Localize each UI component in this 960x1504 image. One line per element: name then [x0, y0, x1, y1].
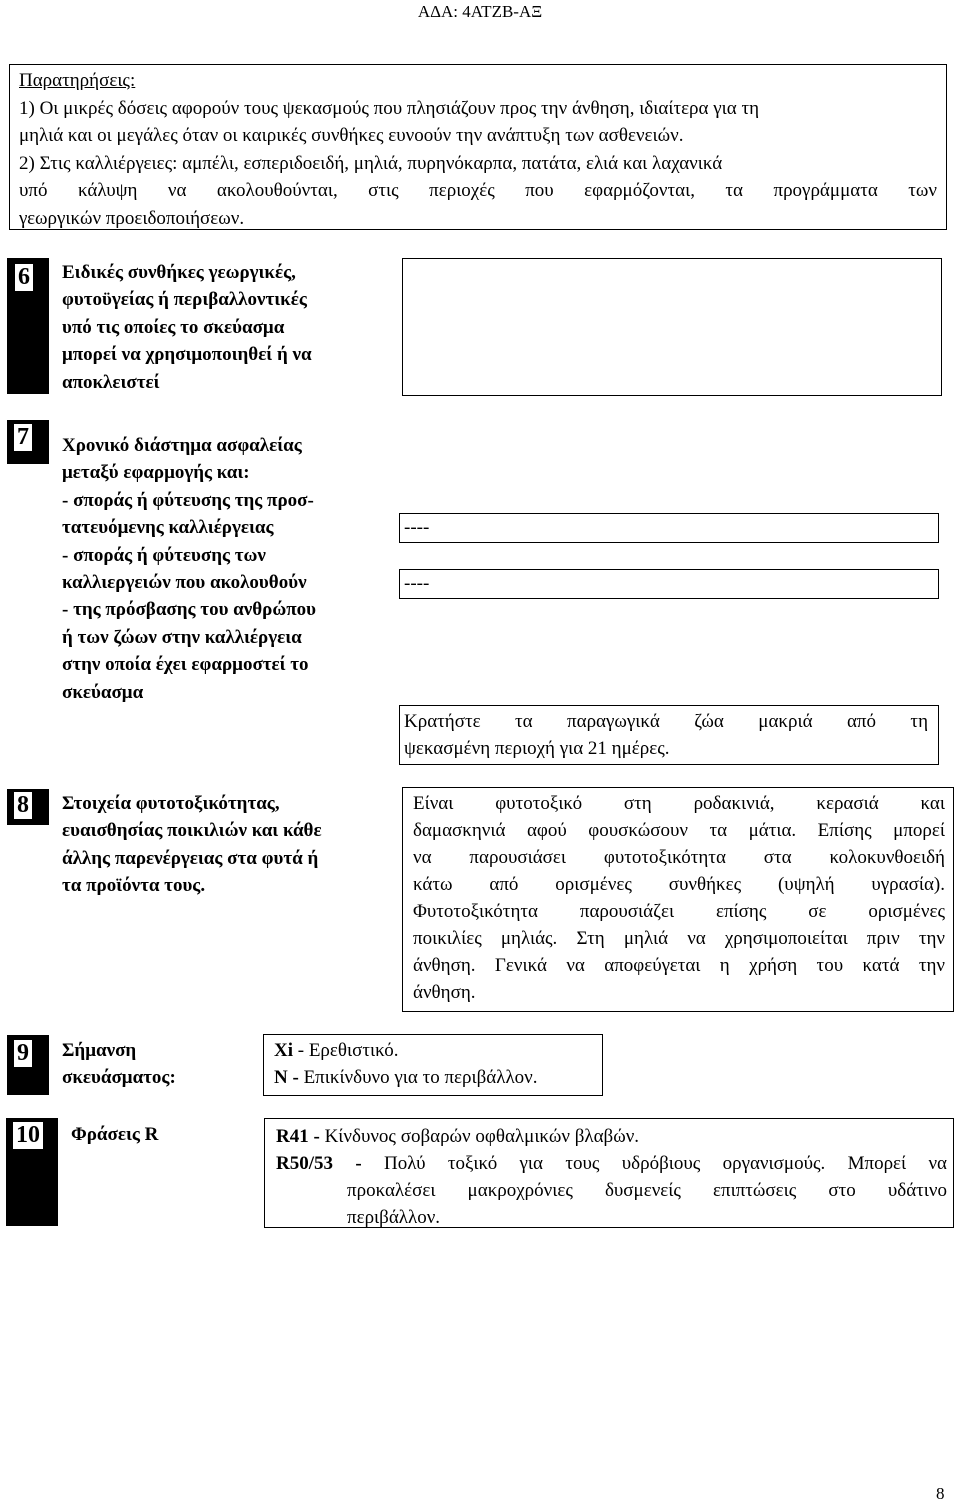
notes-line: γεωργικών προειδοποιήσεων.: [19, 207, 245, 229]
section-6-label-line: υπό τις οποίες το σκεύασμα: [62, 316, 285, 338]
section-8-number-box: [7, 789, 49, 825]
section-6-number-box: [7, 258, 49, 394]
section-9-label-line: σκευάσματος:: [62, 1067, 176, 1089]
section-8-value-line: ποικιλίες μηλιάς. Στη μηλιά να χρησιμοποιείται πριν την: [413, 928, 945, 949]
section-10-value-box: [264, 1118, 954, 1228]
section-7-access-value-box: [399, 705, 939, 765]
r50-line: [276, 1150, 947, 1177]
section-9-value-box: [263, 1034, 603, 1096]
section-7-following-value-box: [399, 569, 939, 599]
section-7-label-line: - της πρόσβασης του ανθρώπου: [62, 599, 317, 621]
section-7-label-line: - σποράς ή φύτευσης των: [62, 544, 266, 566]
section-6-value-box: [402, 258, 942, 396]
r50-line: περιβάλλον.: [347, 1207, 441, 1228]
section-9-n-line: [274, 1064, 592, 1091]
ada-header: ΑΔΑ: 4ΑΤΖΒ-ΑΞ: [417, 2, 543, 21]
notes-line: 2) Στις καλλιέργειες: αμπέλι, εσπεριδοειδή, μηλιά, πυρηνόκαρπα, πατάτα, ελιά και λαχανικά: [19, 152, 723, 174]
section-8-value-box: [402, 787, 954, 1012]
notes-line: υπό κάλυψη να ακολουθούνται, στις περιοχές που εφαρμόζονται, τα προγράμματα των: [19, 180, 937, 202]
section-8-label: [62, 790, 392, 900]
section-9-label-line: Σήμανση: [62, 1040, 137, 1061]
notes-line: μηλιά και οι μεγάλες όταν οι καιρικές συνθήκες ευνοούν την ανάπτυξη των ασθενειών.: [19, 125, 684, 147]
section-7-crop-value: ----: [404, 517, 430, 538]
section-7-label-line: ή των ζώων στην καλλιέργεια: [62, 626, 302, 648]
section-8-label-line: Στοιχεία φυτοτοξικότητας,: [62, 793, 280, 814]
r50-line: προκαλέσει μακροχρόνιες δυσμενείς επιπτώσεις στο υδάτινο: [347, 1180, 947, 1201]
section-6-label-line: αποκλειστεί: [62, 371, 160, 393]
notes-line: 1) Οι μικρές δόσεις αφορούν τους ψεκασμούς που πλησιάζουν προς την άνθηση, ιδιαίτερα για τη: [19, 97, 760, 119]
section-9-number-box: [7, 1035, 49, 1095]
notes-box: [9, 64, 947, 230]
section-8-label-line: άλλης παρενέργειας στα φυτά ή: [62, 847, 319, 869]
section-7-number: 7: [14, 424, 32, 451]
section-7-label: [62, 432, 382, 706]
section-10-label: Φράσεις R: [71, 1124, 159, 1145]
r50-code: R50/53 -: [276, 1153, 362, 1174]
r50-text: Πολύ τοξικό για τους υδρόβιους οργανισμούς. Μπορεί να: [361, 1153, 948, 1174]
section-7-access-line: ψεκασμένη περιοχή για 21 ημέρες.: [404, 738, 670, 759]
section-9-number: 9: [14, 1040, 32, 1067]
section-7-following-value: ----: [404, 573, 430, 594]
section-7-label-line: σκεύασμα: [62, 681, 144, 703]
section-9-xi-line: [274, 1037, 592, 1064]
section-8-number: 8: [14, 792, 32, 819]
n-code: N -: [274, 1067, 299, 1088]
xi-text: - Ερεθιστικό.: [293, 1040, 399, 1061]
section-7-label-line: - σποράς ή φύτευσης της προσ-: [62, 489, 314, 511]
notes-title: Παρατηρήσεις:: [19, 70, 136, 91]
section-7-label-line: τατευόμενης καλλιέργειας: [62, 517, 274, 539]
r41-code: R41 -: [276, 1126, 320, 1147]
section-6-label-line: Ειδικές συνθήκες γεωργικές,: [62, 262, 296, 283]
section-8-value-line: να παρουσιάσει φυτοτοξικότητα στα κολοκυνθοειδή: [413, 847, 945, 868]
section-7-number-box: [7, 420, 49, 464]
section-8-value-line: Φυτοτοξικότητα παρουσιάζει επίσης σε ορισμένες: [413, 901, 945, 922]
section-8-value-line: δαμασκηνιά αφού φουσκώσουν τα μάτια. Επίσης μπορεί: [413, 820, 945, 841]
section-7-label-line: καλλιεργειών που ακολουθούν: [62, 572, 307, 594]
section-8-label-line: τα προϊόντα τους.: [62, 875, 206, 897]
section-8-value-line: Είναι φυτοτοξικό στη ροδακινιά, κερασιά και: [413, 793, 945, 814]
section-6-label-line: φυτοϋγείας ή περιβαλλοντικές: [62, 289, 307, 311]
section-8-value-line: κάτω από ορισμένες συνθήκες (υψηλή υγρασία).: [413, 874, 945, 895]
section-10-number: 10: [13, 1122, 43, 1149]
section-8-label-line: ευαισθησίας ποικιλιών και κάθε: [62, 820, 322, 842]
section-7-label-line: μεταξύ εφαρμογής και:: [62, 462, 250, 484]
section-7-label-line: στην οποία έχει εφαρμοστεί το: [62, 654, 309, 676]
r41-line: [276, 1123, 947, 1150]
xi-code: Xi: [274, 1040, 293, 1061]
section-9-label: [62, 1037, 262, 1092]
section-6-label-line: μπορεί να χρησιμοποιηθεί ή να: [62, 344, 312, 366]
section-8-value-line: άνθηση. Γενικά να αποφεύγεται η χρήση του κατά την: [413, 955, 945, 976]
r41-text: Κίνδυνος σοβαρών οφθαλμικών βλαβών.: [319, 1126, 640, 1147]
n-text: Επικίνδυνο για το περιβάλλον.: [298, 1067, 538, 1088]
section-8-value-line: άνθηση.: [413, 982, 476, 1003]
page-number: 8: [936, 1484, 945, 1503]
section-6-label: [62, 259, 382, 396]
section-7-crop-value-box: [399, 513, 939, 543]
section-7-label-line: Χρονικό διάστημα ασφαλείας: [62, 435, 302, 456]
section-6-number: 6: [15, 264, 33, 291]
section-7-access-line: Κρατήστε τα παραγωγικά ζώα μακριά από τη: [404, 711, 928, 732]
section-10-number-box: [6, 1118, 58, 1226]
